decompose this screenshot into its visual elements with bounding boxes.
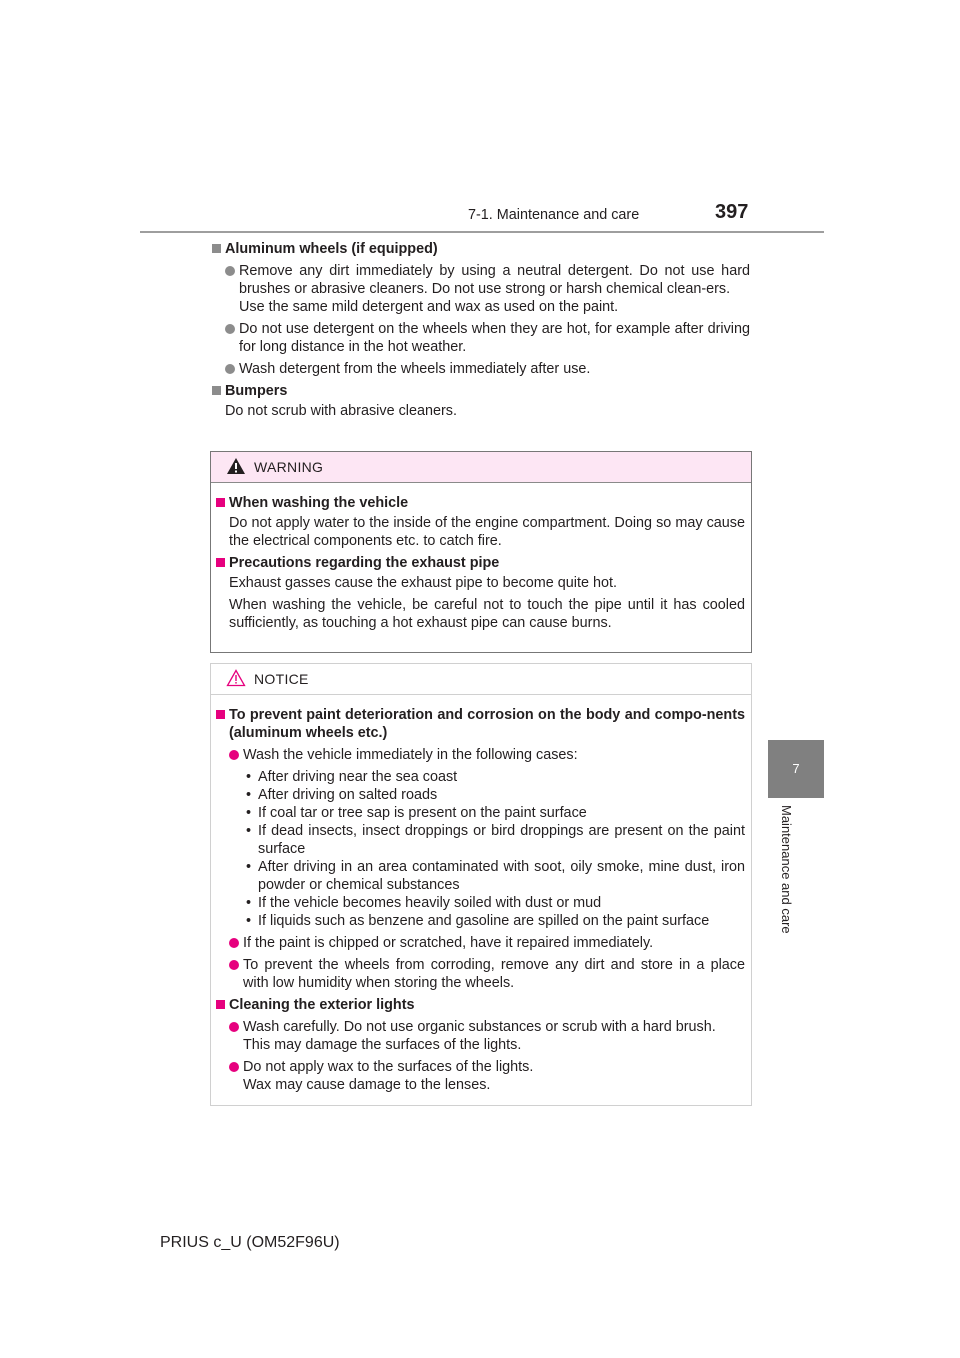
- chapter-label-text: Maintenance and care: [779, 805, 794, 934]
- exhaust-text-1: Exhaust gasses cause the exhaust pipe to become quite hot.: [229, 575, 617, 591]
- paint-heading: To prevent paint deterioration and corrosion on the body and compo-nents (aluminum wheels etc.): [214, 706, 745, 742]
- lights-bullet-1: Wash carefully. Do not use organic substances or scrub with a hard brush. This may damage the surfaces of the lights.: [214, 1018, 745, 1054]
- list-item: • After driving near the sea coast: [246, 769, 458, 785]
- square-bullet-icon: [212, 386, 221, 395]
- square-bullet-icon: [216, 1000, 225, 1009]
- aluminum-bullet-3: Wash detergent from the wheels immediately after use.: [210, 360, 750, 378]
- page-header: [0, 0, 960, 240]
- washing-heading: When washing the vehicle: [214, 494, 745, 512]
- warning-label: WARNING: [254, 459, 324, 475]
- exhaust-heading: Precautions regarding the exhaust pipe: [214, 554, 745, 572]
- notice-box: [210, 663, 752, 1106]
- round-bullet-icon: [229, 938, 239, 948]
- notice-label: NOTICE: [254, 671, 309, 687]
- warning-header: [211, 452, 751, 483]
- round-bullet-icon: [229, 750, 239, 760]
- list-item: • After driving in an area contaminated with soot, oily smoke, mine dust, iron powder or chemical substances: [246, 859, 745, 893]
- square-bullet-icon: [216, 558, 225, 567]
- list-item: • If dead insects, insect droppings or bird droppings are present on the paint surface: [246, 823, 745, 857]
- exhaust-text-2: When washing the vehicle, be careful not to touch the pipe until it has cooled sufficiently, as touching a hot exhaust pipe can cause burns.: [229, 597, 745, 631]
- aluminum-bullet-1: Remove any dirt immediately by using a neutral detergent. Do not use hard brushes or abrasive cleaners. Do not use strong or harsh chemical clean-ers. Use the same mild detergent and wax as used on the paint.: [210, 262, 750, 316]
- round-bullet-icon: [229, 960, 239, 970]
- lights-bullet-2: Do not apply wax to the surfaces of the lights. Wax may cause damage to the lenses.: [214, 1058, 745, 1094]
- list-item: • After driving on salted roads: [246, 787, 438, 803]
- aluminum-bullet-2: Do not use detergent on the wheels when they are hot, for example after driving for long distance in the hot weather.: [210, 320, 750, 356]
- square-bullet-icon: [212, 244, 221, 253]
- round-bullet-icon: [229, 1022, 239, 1032]
- warning-body: [211, 483, 751, 632]
- washing-text: Do not apply water to the inside of the engine compartment. Doing so may cause the electrical components etc. to catch fire.: [229, 515, 745, 549]
- caution-triangle-icon: [226, 669, 246, 687]
- warning-triangle-icon: [226, 457, 246, 475]
- chipped-bullet: If the paint is chipped or scratched, have it repaired immediately.: [214, 934, 745, 952]
- aluminum-wheels-heading: Aluminum wheels (if equipped): [210, 240, 750, 258]
- list-item: • If coal tar or tree sap is present on the paint surface: [246, 805, 587, 821]
- main-content: [210, 236, 750, 420]
- wash-immediately-bullet: Wash the vehicle immediately in the following cases:: [214, 746, 745, 764]
- cases-list: [214, 768, 745, 930]
- notice-header: [211, 664, 751, 695]
- lights-heading: Cleaning the exterior lights: [214, 996, 745, 1014]
- round-bullet-icon: [225, 324, 235, 334]
- round-bullet-icon: [225, 364, 235, 374]
- list-item: • If the vehicle becomes heavily soiled with dust or mud: [246, 895, 602, 911]
- warning-box: [210, 451, 752, 653]
- round-bullet-icon: [229, 1062, 239, 1072]
- chapter-label: [771, 805, 801, 1015]
- square-bullet-icon: [216, 710, 225, 719]
- page-number: 397: [715, 201, 749, 223]
- header-divider: [140, 231, 824, 233]
- corroding-bullet: To prevent the wheels from corroding, remove any dirt and store in a place with low humidity when storing the wheels.: [214, 956, 745, 992]
- notice-body: [211, 695, 751, 1094]
- square-bullet-icon: [216, 498, 225, 507]
- round-bullet-icon: [225, 266, 235, 276]
- list-item: • If liquids such as benzene and gasoline are spilled on the paint surface: [246, 913, 710, 929]
- bumpers-text: Do not scrub with abrasive cleaners.: [225, 403, 457, 419]
- bumpers-heading: Bumpers: [210, 382, 750, 400]
- chapter-tab: 7: [768, 740, 824, 798]
- section-title: 7-1. Maintenance and care: [468, 207, 640, 223]
- footer-model-code: PRIUS c_U (OM52F96U): [160, 1234, 340, 1251]
